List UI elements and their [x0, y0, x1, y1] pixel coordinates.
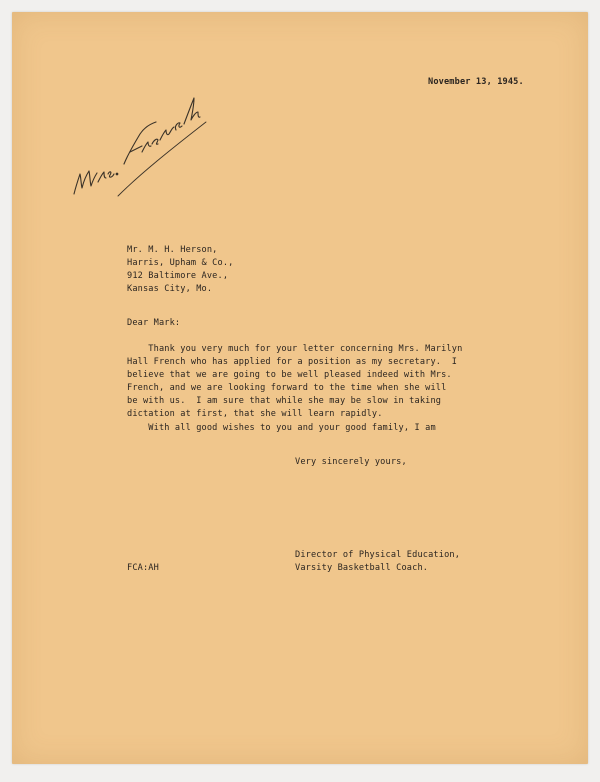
body-line-5: be with us. I am sure that while she may be slow in taking	[127, 396, 442, 406]
recipient-line-2: Harris, Upham & Co.,	[127, 258, 234, 268]
handwriting-mrs-french-icon	[60, 74, 210, 204]
recipient-line-4: Kansas City, Mo.	[127, 284, 213, 294]
recipient-line-1: Mr. M. H. Herson,	[127, 245, 218, 255]
handwritten-note	[60, 74, 210, 204]
body-line-2: Hall French who has applied for a position as my secretary. I	[127, 357, 458, 367]
reference-initials: FCA:AH	[127, 563, 159, 573]
body-line-8: With all good wishes to you and your good family, I am	[127, 423, 436, 433]
body-line-1: Thank you very much for your letter concerning Mrs. Marilyn	[127, 344, 463, 354]
body-line-3: believe that we are going to be well pleased indeed with Mrs.	[127, 370, 452, 380]
letter-page	[12, 12, 588, 764]
salutation: Dear Mark:	[127, 318, 181, 328]
body-line-6: dictation at first, that she will learn rapidly.	[127, 409, 383, 419]
signature-title-line-2: Varsity Basketball Coach.	[295, 563, 429, 573]
body-line-4: French, and we are looking forward to the time when she will	[127, 383, 447, 393]
letter-date: November 13, 1945.	[428, 77, 524, 87]
signature-title-line-1: Director of Physical Education,	[295, 550, 461, 560]
recipient-line-3: 912 Baltimore Ave.,	[127, 271, 229, 281]
closing: Very sincerely yours,	[295, 457, 407, 467]
